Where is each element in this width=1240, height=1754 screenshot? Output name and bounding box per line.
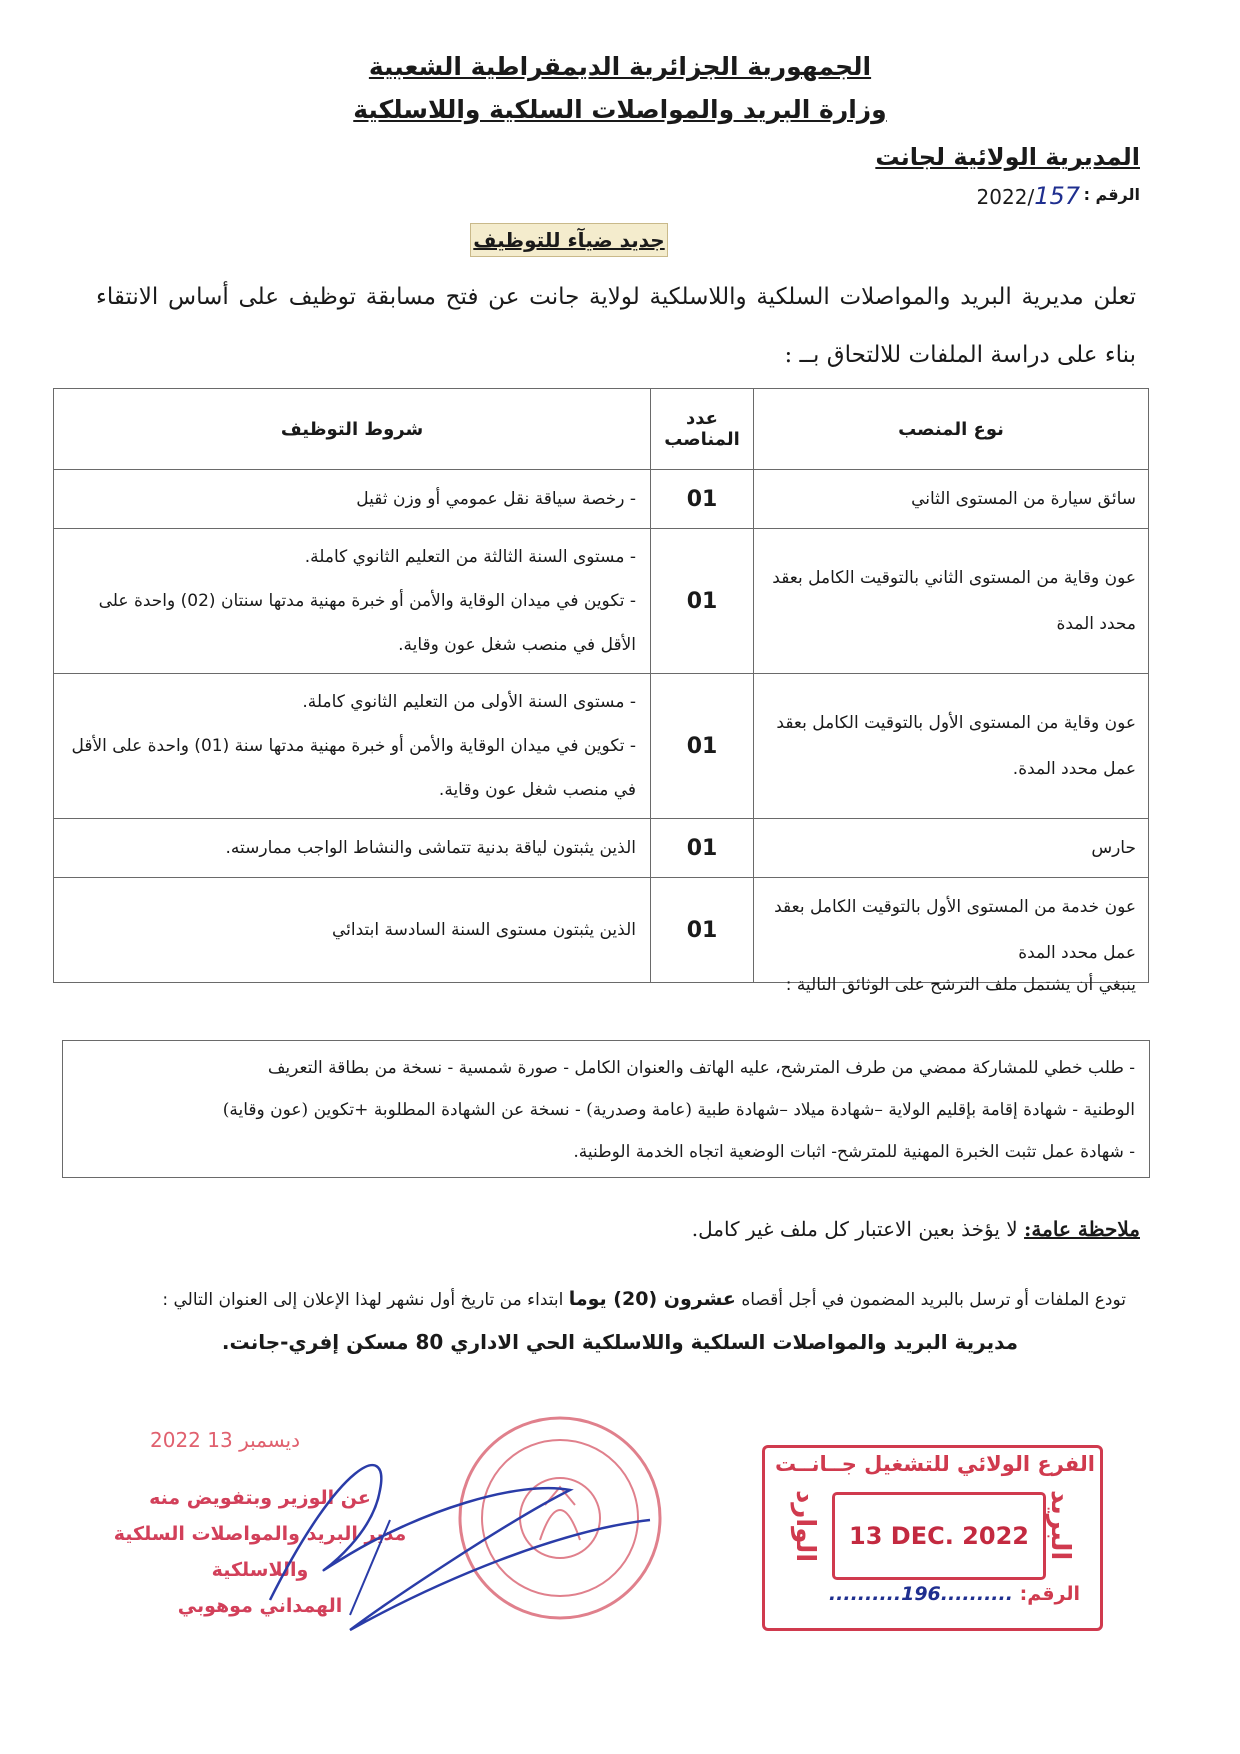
general-note bbox=[692, 1217, 1140, 1241]
condition-line: - مستوى السنة الثالثة من التعليم الثانوي كاملة. bbox=[304, 547, 636, 567]
ref-value bbox=[977, 182, 1080, 210]
document-line: - طلب خطي للمشاركة ممضي من طرف المترشح، عليه الهاتف والعنوان الكامل - صورة شمسية - نسخة من بطاقة التعريف bbox=[267, 1058, 1135, 1078]
arrival-stamp-header: الفرع الولائي للتشغيل جــانــت bbox=[775, 1452, 1095, 1476]
signature-line: الهمداني موهوبي bbox=[177, 1595, 343, 1617]
conditions-cell bbox=[54, 878, 651, 983]
conditions-cell bbox=[54, 529, 651, 674]
note-label: ملاحظة عامة: bbox=[1024, 1217, 1140, 1241]
count-cell: 01 bbox=[651, 470, 754, 529]
table-row bbox=[54, 819, 1149, 878]
document-line: الوطنية - شهادة إقامة بإقليم الولاية –شهادة ميلاد –شهادة طبية (عامة وصدرية) - نسخة عن الشهادة المطلوبة +تكوين (عون وقاية) bbox=[222, 1100, 1135, 1120]
delivery-address: مديرية البريد والمواصلات السلكية واللاسلكية الحي الاداري 80 مسكن إفري-جانت. bbox=[221, 1330, 1019, 1354]
position-cell: حارس bbox=[754, 819, 1149, 878]
arrival-ref-value: ..........196.......... bbox=[828, 1583, 1013, 1605]
conditions-cell bbox=[54, 819, 651, 878]
condition-line: - رخصة سياقة نقل عمومي أو وزن ثقيل bbox=[356, 489, 636, 509]
count-cell: 01 bbox=[651, 674, 754, 819]
header-republic: الجمهورية الجزائرية الديمقراطية الشعبية bbox=[368, 52, 872, 81]
position-cell: عون خدمة من المستوى الأول بالتوقيت الكامل بعقد عمل محدد المدة bbox=[754, 878, 1149, 983]
signature-stamp-graphics bbox=[90, 1400, 710, 1660]
deliver-before: تودع الملفات أو ترسل بالبريد المضمون في أجل أقصاه bbox=[735, 1290, 1126, 1310]
count-cell: 01 bbox=[651, 878, 754, 983]
table-row bbox=[54, 529, 1149, 674]
document-line: - شهادة عمل تثبت الخبرة المهنية للمترشح- اثبات الوضعية اتجاه الخدمة الوطنية. bbox=[573, 1142, 1135, 1162]
condition-line: - مستوى السنة الأولى من التعليم الثانوي كاملة. bbox=[302, 692, 636, 712]
ref-label: الرقم : bbox=[1083, 185, 1140, 204]
count-cell: 01 bbox=[651, 529, 754, 674]
announcement-badge: جديد ضيآء للتوظيف bbox=[470, 223, 668, 257]
arrival-ref-label: الرقم: bbox=[1019, 1583, 1080, 1605]
documents-box bbox=[62, 1040, 1150, 1178]
conditions-cell bbox=[54, 470, 651, 529]
header-ministry: وزارة البريد والمواصلات السلكية واللاسلكية bbox=[353, 95, 887, 124]
condition-line: - تكوين في ميدان الوقاية والأمن أو خبرة مهنية مدتها سنة (01) واحدة على الأقل في منصب شغل عون وقاية. bbox=[71, 736, 636, 800]
condition-line: الذين يثبتون مستوى السنة السادسة ابتدائي bbox=[331, 920, 636, 940]
arrival-stamp-ref bbox=[780, 1583, 1080, 1605]
ref-number: 157 bbox=[1034, 182, 1080, 210]
count-cell: 01 bbox=[651, 819, 754, 878]
position-cell: سائق سيارة من المستوى الثاني bbox=[754, 470, 1149, 529]
round-seal bbox=[460, 1418, 660, 1618]
arrival-stamp-side-right: البريد bbox=[1045, 1490, 1075, 1561]
signature-line: عن الوزير وبتفويض منه bbox=[149, 1487, 371, 1509]
condition-line: الذين يثبتون لياقة بدنية تتماشى والنشاط الواجب ممارسته. bbox=[225, 838, 636, 858]
condition-line: - تكوين في ميدان الوقاية والأمن أو خبرة مهنية مدتها سنتان (02) واحدة على الأقل في منصب شغل عون وقاية. bbox=[98, 591, 636, 655]
arrival-stamp-side-left: الوارد bbox=[790, 1490, 820, 1563]
note-text: لا يؤخذ بعين الاعتبار كل ملف غير كامل. bbox=[691, 1217, 1025, 1241]
table-row bbox=[54, 470, 1149, 529]
header-count: عدد المناصب bbox=[651, 389, 754, 470]
delivery-instructions bbox=[162, 1288, 1126, 1310]
table-header-row bbox=[54, 389, 1149, 470]
positions-table bbox=[53, 388, 1149, 983]
header-directorate: المديرية الولائية لجانت bbox=[875, 143, 1140, 171]
documents-lead: ينبغي أن يشتمل ملف الترشح على الوثائق التالية : bbox=[785, 975, 1136, 995]
intro-paragraph: تعلن مديرية البريد والمواصلات السلكية واللاسلكية لولاية جانت عن فتح مسابقة توظيف على أساس الانتقاء بناء على دراسة الملفات للالتحاق بــ : bbox=[96, 284, 1136, 368]
header-position: نوع المنصب bbox=[754, 389, 1149, 470]
signature-line: مدير البريد والمواصلات السلكية واللاسلكية bbox=[113, 1523, 407, 1581]
arrival-stamp-date: 13 DEC. 2022 bbox=[832, 1492, 1046, 1580]
deliver-deadline: عشرون (20) يوما bbox=[568, 1288, 736, 1310]
conditions-cell bbox=[54, 674, 651, 819]
table-row bbox=[54, 674, 1149, 819]
table-row bbox=[54, 878, 1149, 983]
deliver-after: ابتداء من تاريخ أول نشهر لهذا الإعلان إلى العنوان التالي : bbox=[162, 1290, 569, 1310]
header-conditions: شروط التوظيف bbox=[54, 389, 651, 470]
ref-year: 2022/ bbox=[976, 185, 1035, 209]
signature-date: 2022 ديسمبر 13 bbox=[150, 1428, 301, 1452]
handwritten-signature bbox=[270, 1465, 650, 1630]
position-cell: عون وقاية من المستوى الثاني بالتوقيت الكامل بعقد محدد المدة bbox=[754, 529, 1149, 674]
position-cell: عون وقاية من المستوى الأول بالتوقيت الكامل بعقد عمل محدد المدة. bbox=[754, 674, 1149, 819]
